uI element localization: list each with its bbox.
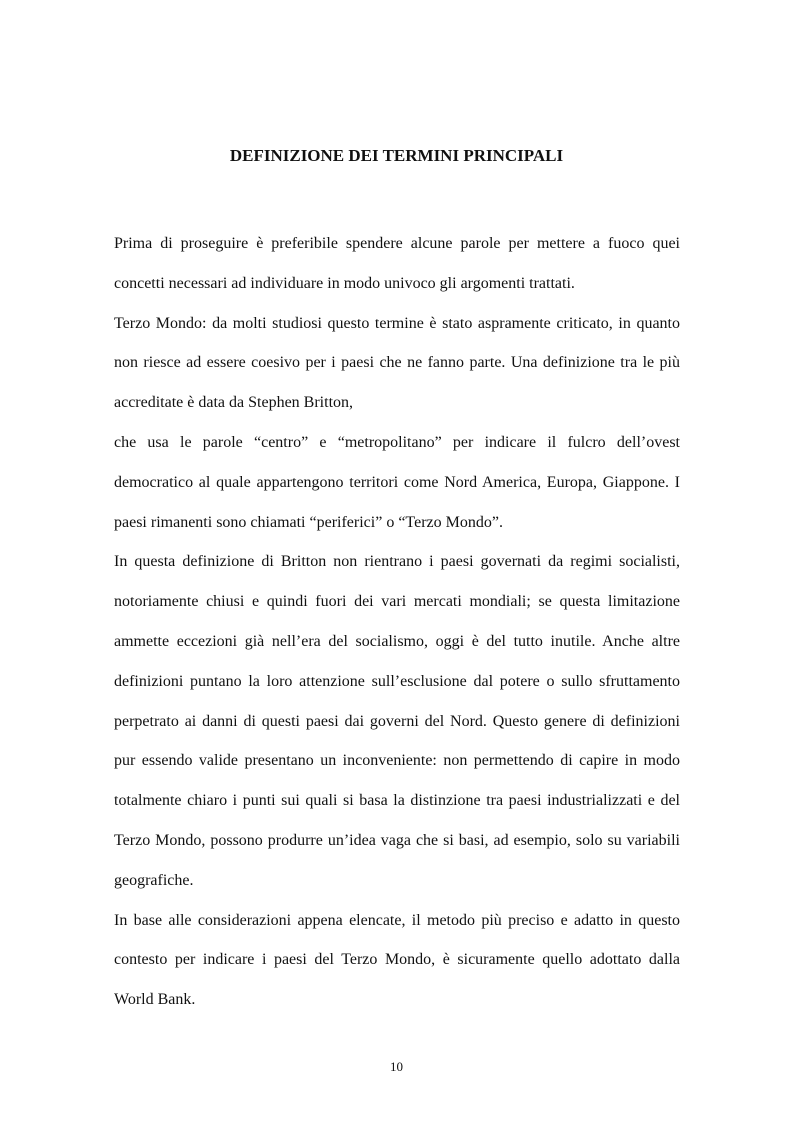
body-text	[114, 224, 680, 1020]
paragraph-world-bank: In base alle considerazioni appena elencate, il metodo più preciso e adatto in questo contesto per indicare i paesi del Terzo Mondo, è sicuramente quello adottato dalla World Bank.	[114, 911, 680, 1009]
paragraph-britton-definition: che usa le parole “centro” e “metropolitano” per indicare il fulcro dell’ovest democratico al quale appartengono territori come Nord America, Europa, Giappone. I paesi rimanenti sono chiamati “periferici” o “Terzo Mondo”.	[114, 433, 680, 531]
paragraph-critique: In questa definizione di Britton non rientrano i paesi governati da regimi socialisti, notoriamente chiusi e quindi fuori dei vari mercati mondiali; se questa limitazione ammette eccezioni già nell’era del socialismo, oggi è del tutto inutile. Anche altre definizioni puntano la loro attenzione sull’esclusione dal potere o sullo sfruttamento perpetrato ai danni di questi paesi dai governi del Nord. Questo genere di definizioni pur essendo valide presentano un inconveniente: non permettendo di capire in modo totalmente chiaro i punti sui quali si basa la distinzione tra paesi industrializzati e del Terzo Mondo, possono produrre un’idea vaga che si basi, ad esempio, solo su variabili geografiche.	[114, 553, 680, 889]
page-number: 10	[390, 1059, 403, 1074]
paragraph-terzo-mondo: Terzo Mondo: da molti studiosi questo termine è stato aspramente criticato, in quanto non riesce ad essere coesivo per i paesi che ne fanno parte. Una definizione tra le più accreditate è data da Stephen Britton,	[114, 314, 680, 412]
page-title: DEFINIZIONE DEI TERMINI PRINCIPALI	[229, 146, 564, 165]
paragraph-intro: Prima di proseguire è preferibile spendere alcune parole per mettere a fuoco quei concetti necessari ad individuare in modo univoco gli argomenti trattati.	[114, 235, 680, 292]
